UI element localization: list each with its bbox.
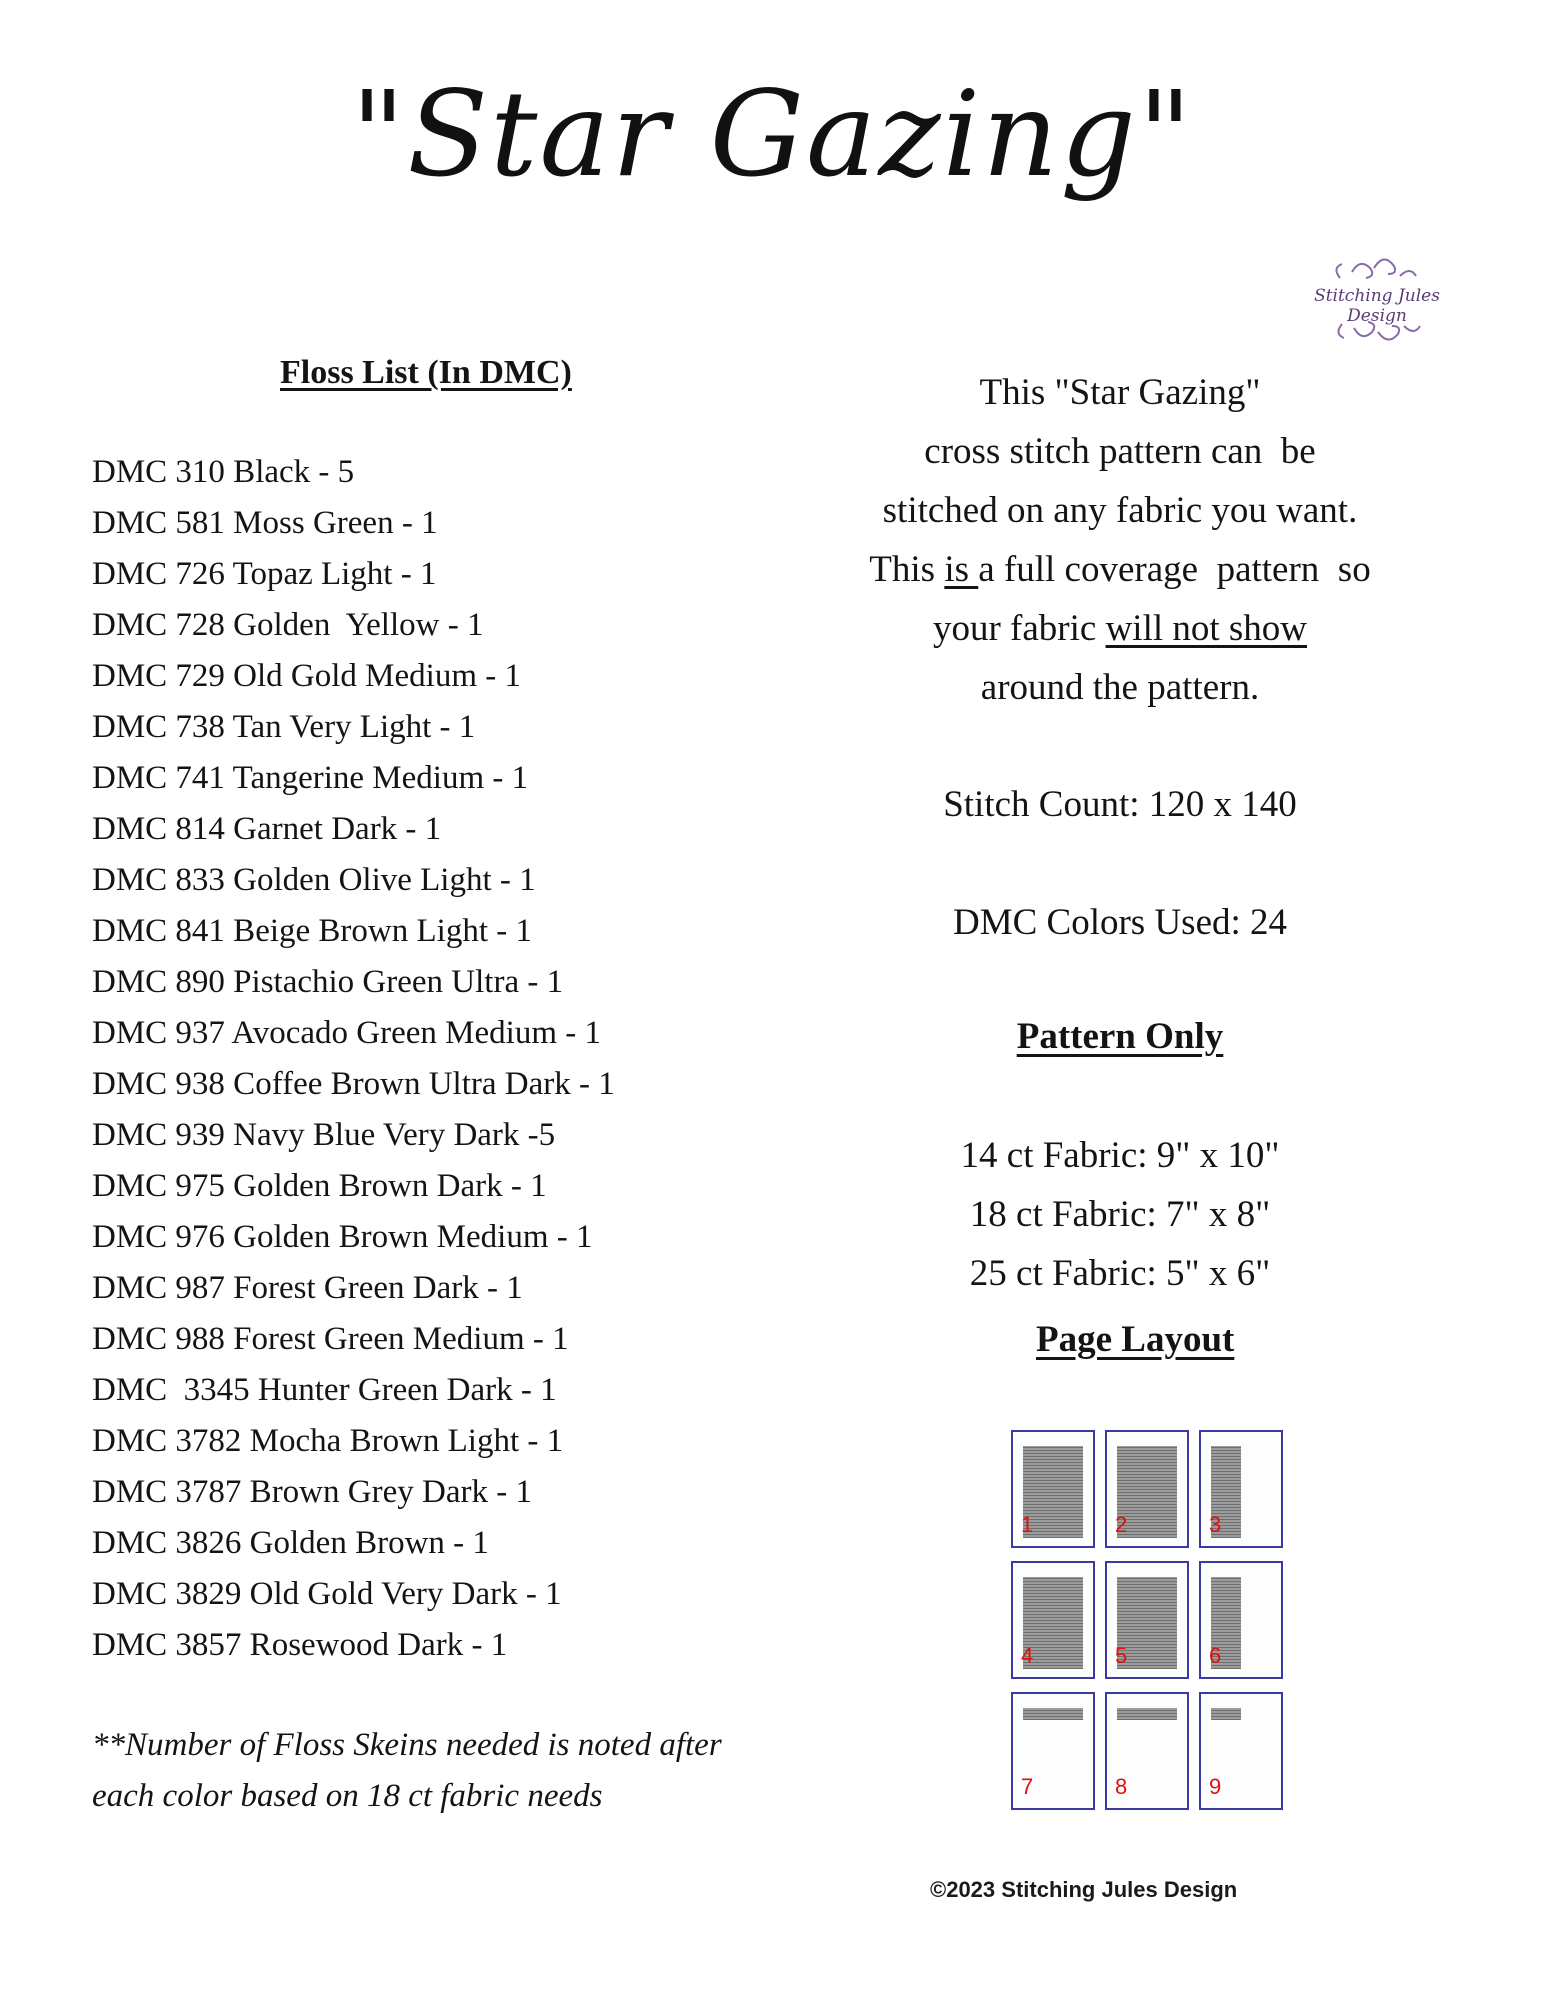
floss-list [92, 447, 615, 1671]
layout-page-thumbnail [1105, 1692, 1189, 1810]
description-line: stitched on any fabric you want. [882, 490, 1358, 531]
floss-item: DMC 3826 Golden Brown - 1 [92, 1525, 489, 1561]
layout-page-thumbnail [1011, 1561, 1095, 1679]
page-layout-grid [1011, 1430, 1286, 1820]
skein-note [92, 1720, 732, 1822]
floss-item: DMC 937 Avocado Green Medium - 1 [92, 1015, 601, 1051]
fabric-size-item: 25 ct Fabric: 5" x 6" [969, 1253, 1271, 1294]
layout-page-thumbnail [1011, 1692, 1095, 1810]
floss-item: DMC 3787 Brown Grey Dark - 1 [92, 1474, 532, 1510]
page-number: 9 [1209, 1774, 1222, 1799]
page-number: 6 [1209, 1643, 1222, 1668]
colors-used: DMC Colors Used: 24 [952, 902, 1288, 943]
layout-page-thumbnail [1199, 1692, 1283, 1810]
page-number: 8 [1115, 1774, 1128, 1799]
floss-item: DMC 890 Pistachio Green Ultra - 1 [92, 964, 564, 1000]
skein-note-line: each color based on 18 ct fabric needs [92, 1778, 603, 1814]
floss-item: DMC 3857 Rosewood Dark - 1 [92, 1627, 508, 1663]
floss-item: DMC 310 Black - 5 [92, 454, 355, 490]
page-number: 3 [1209, 1512, 1222, 1537]
description-line: cross stitch pattern can be [924, 431, 1316, 472]
fabric-size-item: 14 ct Fabric: 9" x 10" [960, 1135, 1280, 1176]
floss-item: DMC 728 Golden Yellow - 1 [92, 607, 484, 643]
description-text: your fabric [932, 608, 1106, 649]
layout-page-thumbnail [1199, 1561, 1283, 1679]
pattern-description [800, 363, 1440, 717]
floss-item: DMC 841 Beige Brown Light - 1 [92, 913, 532, 949]
stitch-count: Stitch Count: 120 x 140 [943, 784, 1297, 825]
description-line [800, 599, 1440, 658]
floss-item: DMC 987 Forest Green Dark - 1 [92, 1270, 523, 1306]
description-line [800, 540, 1440, 599]
description-line: This "Star Gazing" [979, 372, 1261, 413]
floss-item: DMC 814 Garnet Dark - 1 [92, 811, 442, 847]
page-number: 1 [1021, 1512, 1034, 1537]
page-number: 2 [1115, 1512, 1128, 1537]
description-emphasis: will not show [1105, 608, 1308, 649]
brand-logo [1282, 242, 1472, 362]
description-text: This [869, 549, 945, 590]
floss-item: DMC 738 Tan Very Light - 1 [92, 709, 476, 745]
description-text: a full coverage pattern so [978, 549, 1371, 590]
floss-item: DMC 3829 Old Gold Very Dark - 1 [92, 1576, 562, 1612]
layout-page-thumbnail [1105, 1561, 1189, 1679]
layout-page-thumbnail [1105, 1430, 1189, 1548]
layout-page-thumbnail [1199, 1430, 1283, 1548]
fabric-size-item: 18 ct Fabric: 7" x 8" [969, 1194, 1271, 1235]
skein-note-line: **Number of Floss Skeins needed is noted after [92, 1727, 722, 1763]
floss-item: DMC 938 Coffee Brown Ultra Dark - 1 [92, 1066, 615, 1102]
floss-item: DMC 581 Moss Green - 1 [92, 505, 438, 541]
floss-item: DMC 741 Tangerine Medium - 1 [92, 760, 529, 796]
floss-item: DMC 3345 Hunter Green Dark - 1 [92, 1372, 557, 1408]
floss-item: DMC 975 Golden Brown Dark - 1 [92, 1168, 547, 1204]
floss-item: DMC 833 Golden Olive Light - 1 [92, 862, 536, 898]
page-number: 5 [1115, 1643, 1128, 1668]
floss-item: DMC 988 Forest Green Medium - 1 [92, 1321, 569, 1357]
page-layout-heading: Page Layout [1036, 1319, 1235, 1360]
floss-item: DMC 976 Golden Brown Medium - 1 [92, 1219, 593, 1255]
pattern-only-heading: Pattern Only [1016, 1016, 1224, 1057]
floss-item: DMC 726 Topaz Light - 1 [92, 556, 437, 592]
copyright-notice: ©2023 Stitching Jules Design [930, 1877, 1238, 1902]
page-title: "Star Gazing" [350, 65, 1195, 203]
layout-page-thumbnail [1011, 1430, 1095, 1548]
page-number: 4 [1021, 1643, 1034, 1668]
brand-logo-text: Stitching Jules Design [1314, 286, 1440, 326]
description-line: around the pattern. [980, 667, 1260, 708]
floss-list-heading: Floss List (In DMC) [280, 354, 572, 391]
floss-item: DMC 3782 Mocha Brown Light - 1 [92, 1423, 564, 1459]
page-number: 7 [1021, 1774, 1034, 1799]
description-emphasis: is [944, 549, 979, 590]
floss-item: DMC 939 Navy Blue Very Dark -5 [92, 1117, 556, 1153]
floss-item: DMC 729 Old Gold Medium - 1 [92, 658, 521, 694]
fabric-sizes [800, 1126, 1440, 1303]
